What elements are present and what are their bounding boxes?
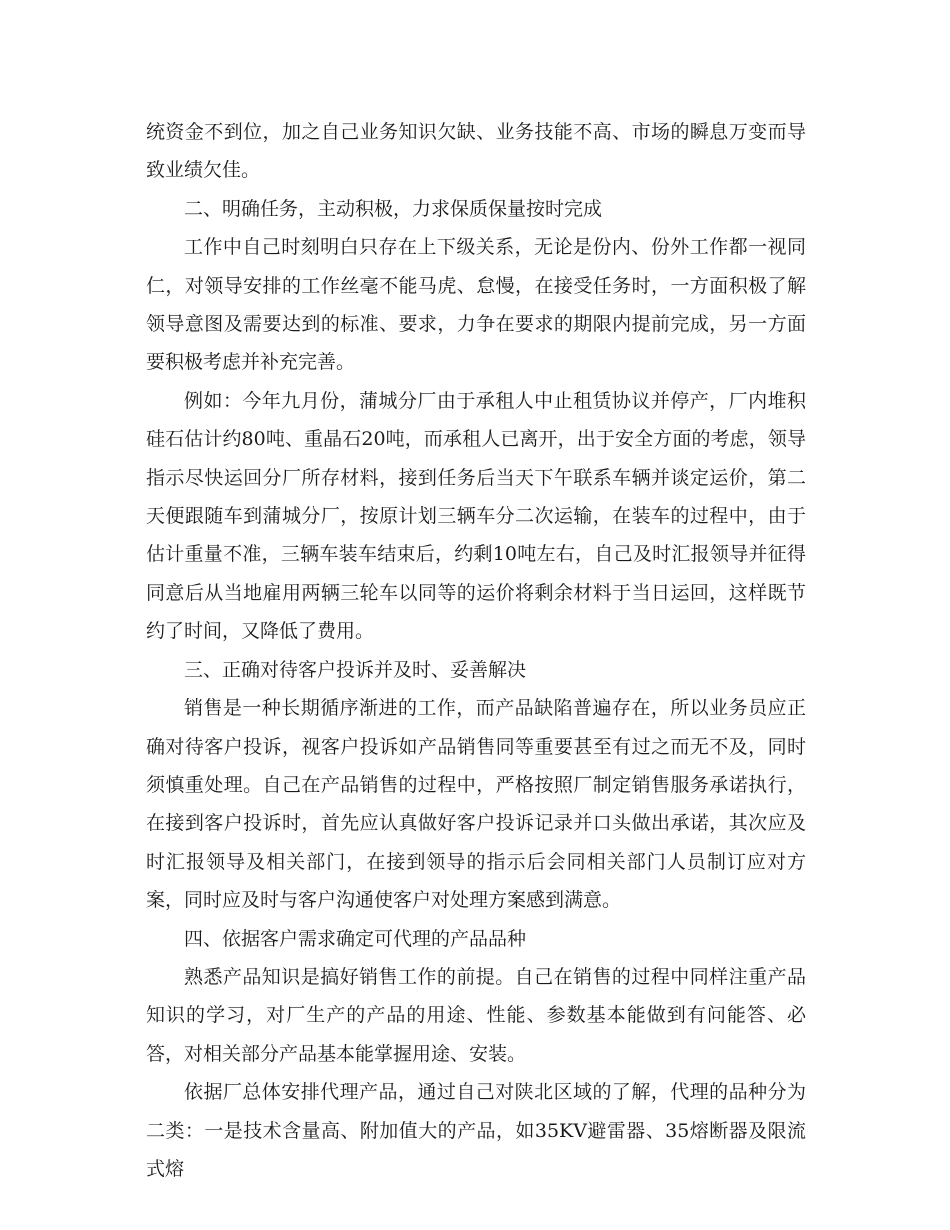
- paragraph: 熟悉产品知识是搞好销售工作的前提。自己在销售的过程中同样注重产品知识的学习，对厂生产的产品的用途、性能、参数基本能做到有问能答、必答，对相关部分产品基本能掌握用途、安装。: [146, 965, 806, 1065]
- paragraph: 工作中自己时刻明白只存在上下级关系，无论是份内、份外工作都一视同仁，对领导安排的工作丝毫不能马虎、怠慢，在接受任务时，一方面积极了解领导意图及需要达到的标准、要求，力争在要求的期限内提前完成，另一方面要积极考虑并补充完善。: [146, 236, 806, 374]
- paragraph-continued: 统资金不到位，加之自己业务知识欠缺、业务技能不高、市场的瞬息万变而导致业绩欠佳。: [146, 121, 806, 182]
- paragraph: 依据厂总体安排代理产品，通过自己对陕北区域的了解，代理的品种分为二类：一是技术含量高、附加值大的产品，如35KV避雷器、35熔断器及限流式熔: [146, 1081, 806, 1180]
- document-page: [146, 113, 806, 1188]
- section-heading-2: 二、明确任务，主动积极，力求保质保量按时完成: [184, 197, 603, 220]
- paragraph: 例如：今年九月份，蒲城分厂由于承租人中止租赁协议并停产，厂内堆积硅石估计约80吨、重晶石20吨，而承租人已离开，出于安全方面的考虑，领导指示尽快运回分厂所存材料，接到任务后当天下午联系车辆并谈定运价，第二天便跟随车到蒲城分厂，按原计划三辆车分二次运输，在装车的过程中，由于估计重量不准，三辆车装车结束后，约剩10吨左右，自己及时汇报领导并征得同意后从当地雇用两辆三轮车以同等的运价将剩余材料于当日运回，这样既节约了时间，又降低了费用。: [146, 389, 806, 643]
- section-heading-4: 四、依据客户需求确定可代理的产品品种: [184, 927, 527, 950]
- paragraph: 销售是一种长期循序渐进的工作，而产品缺陷普遍存在，所以业务员应正确对待客户投诉，视客户投诉如产品销售同等重要甚至有过之而无不及，同时须慎重处理。自己在产品销售的过程中，严格按照厂制定销售服务承诺执行，在接到客户投诉时，首先应认真做好客户投诉记录并口头做出承诺，其次应及时汇报领导及相关部门，在接到领导的指示后会同相关部门人员制订应对方案，同时应及时与客户沟通使客户对处理方案感到满意。: [146, 697, 806, 912]
- section-heading-3: 三、正确对待客户投诉并及时、妥善解决: [184, 658, 527, 681]
